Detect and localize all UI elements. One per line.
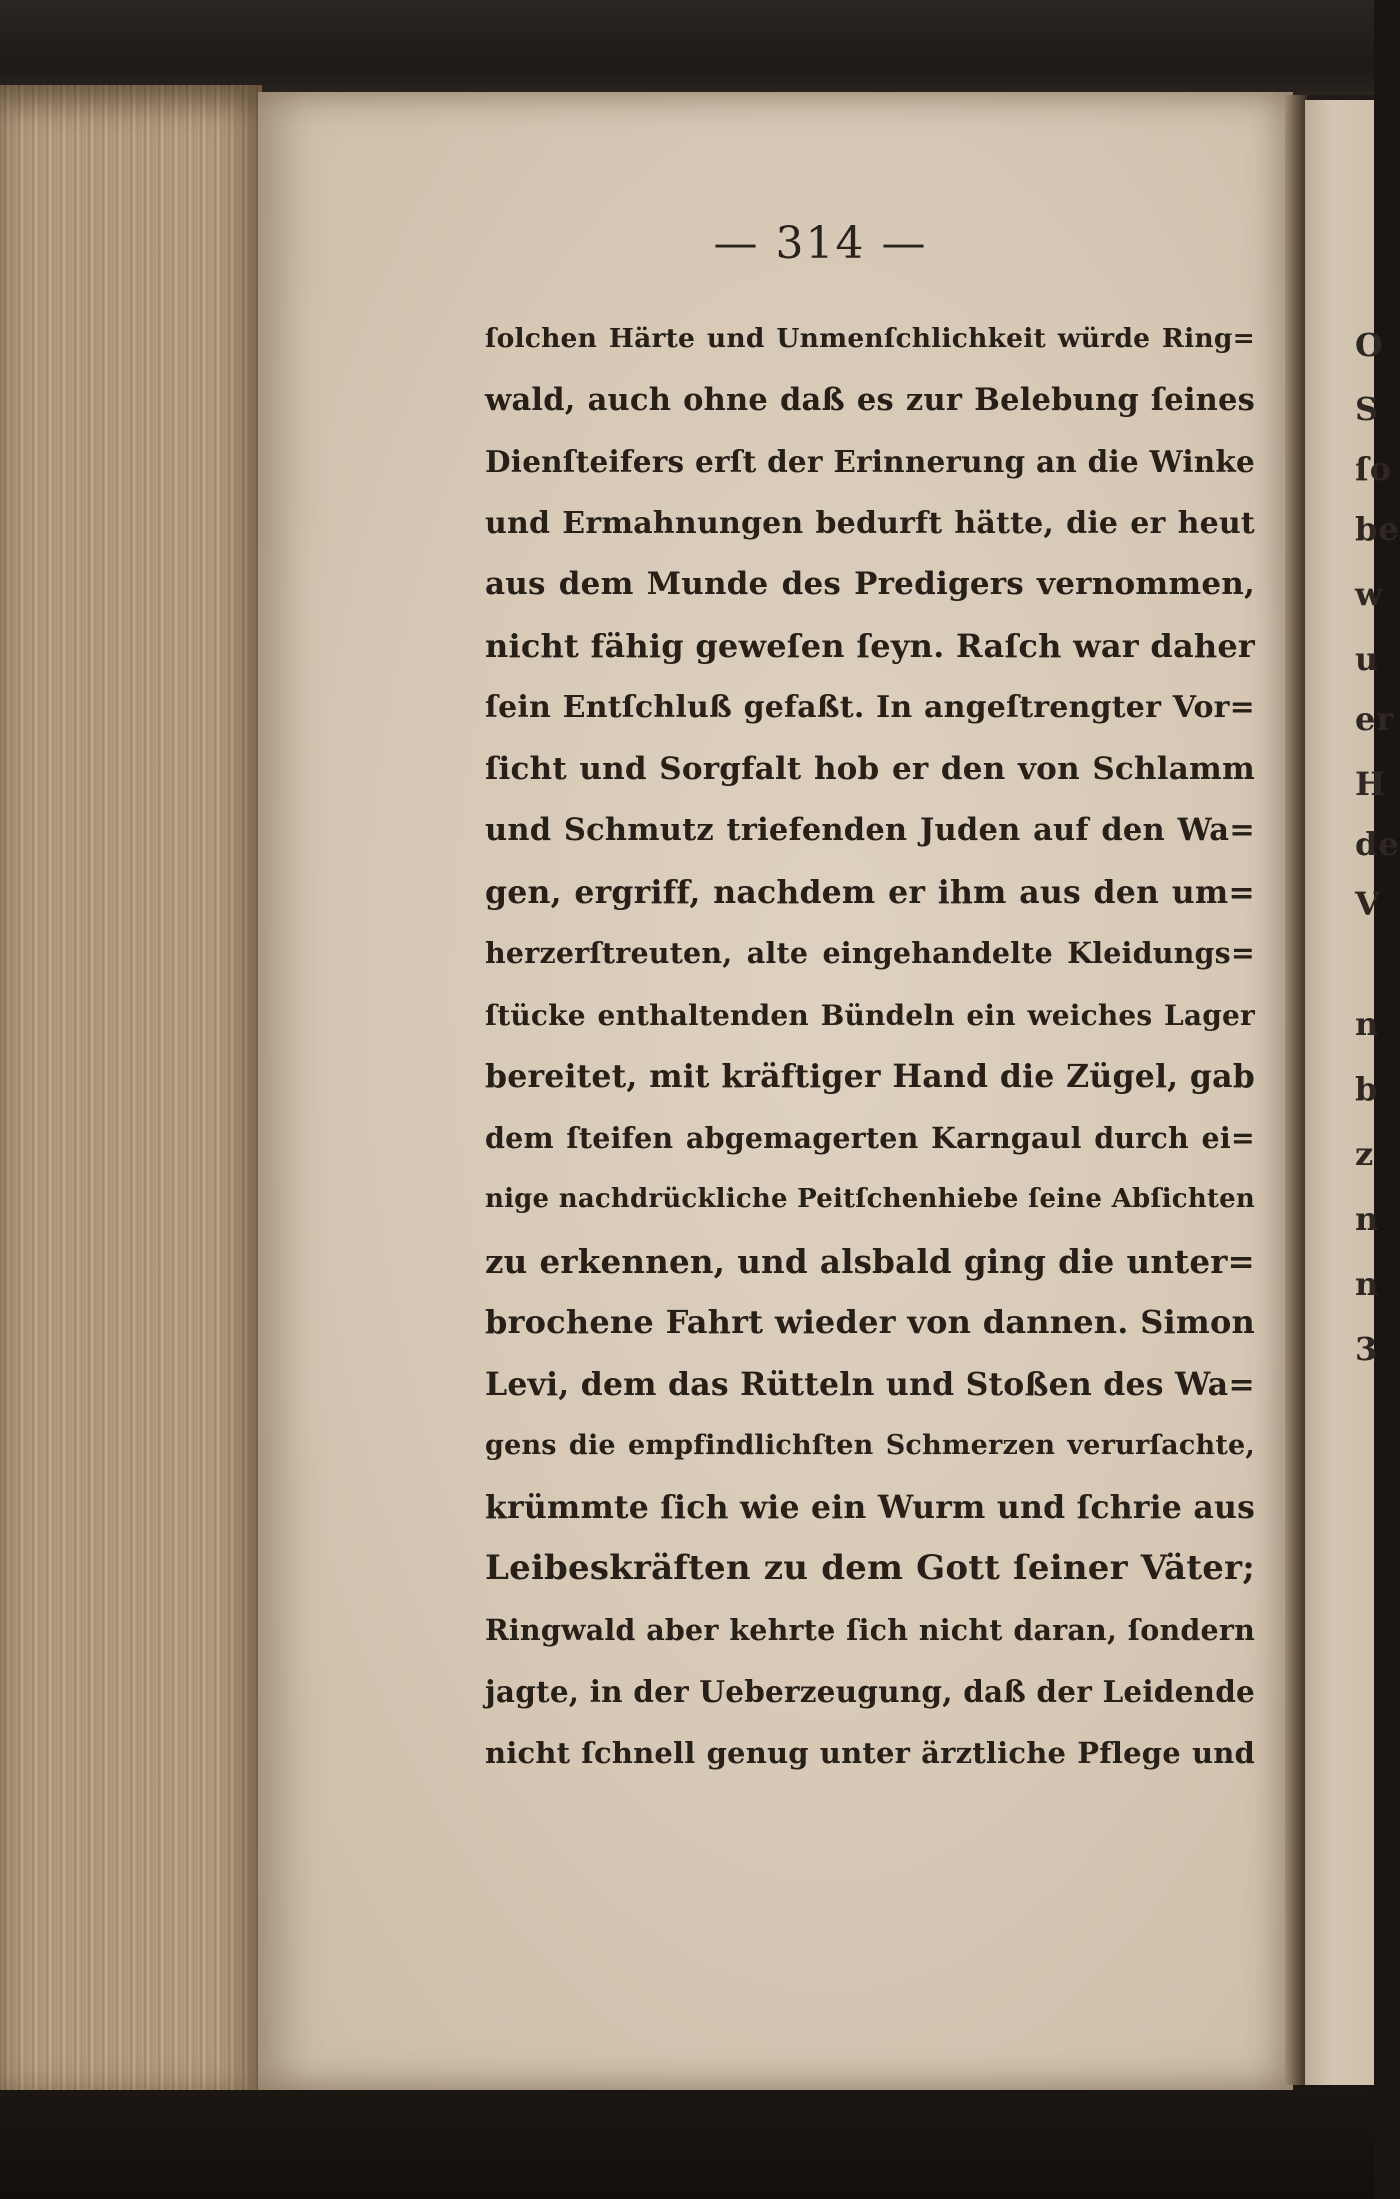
text-line: ſicht und Sorgfalt hob er den von Schlamm <box>485 750 1255 787</box>
text-line: ſtücke enthaltenden Bündeln ein weiches Lager <box>485 998 1255 1032</box>
book-cover-bottom <box>0 2075 1374 2199</box>
text-line: Dienſteifers erſt der Erinnerung an die Winke <box>485 444 1255 479</box>
text-line: dem ſteifen abgemagerten Karngaul durch ei= <box>485 1120 1255 1155</box>
text-line: wald, auch ohne daß es zur Belebung ſeines <box>485 381 1255 418</box>
text-line: gen, ergriff, nachdem er ihm aus den um= <box>485 873 1255 911</box>
next-page-fragment: er <box>1355 700 1395 738</box>
body-text <box>485 308 1255 1784</box>
next-page-fragment: b <box>1355 1070 1379 1108</box>
book-gutter <box>1285 95 1307 2085</box>
book-cover-top <box>0 0 1374 95</box>
next-page-fragment: z <box>1355 1135 1375 1173</box>
next-page-fragment: w <box>1355 575 1384 613</box>
next-page-fragment: n <box>1355 1200 1380 1238</box>
text-line: Ringwald aber kehrte ſich nicht daran, ſondern <box>485 1612 1255 1647</box>
page-edges <box>0 85 262 2090</box>
next-page-fragment: be <box>1355 510 1400 548</box>
next-page-fragment: u <box>1355 640 1380 678</box>
text-line: bereitet, mit kräftiger Hand die Zügel, gab <box>485 1058 1255 1095</box>
text-line: jagte, in der Ueberzeugung, daß der Leidende <box>485 1674 1255 1709</box>
text-line: ſolchen Härte und Unmenſchlichkeit würde Ring= <box>485 323 1255 354</box>
next-page-fragment: H <box>1355 765 1387 803</box>
next-page-fragment: de <box>1355 825 1400 863</box>
text-line: ſein Entſchluß gefaßt. In angeſtrengter Vor= <box>485 690 1255 725</box>
text-line: und Ermahnungen bedurft hätte, die er heut <box>485 505 1255 541</box>
text-line: Leibeskräften zu dem Gott ſeiner Väter; <box>485 1548 1255 1588</box>
text-line: und Schmutz triefenden Juden auf den Wa= <box>485 812 1255 848</box>
text-line: krümmte ſich wie ein Wurm und ſchrie aus <box>485 1488 1255 1526</box>
text-line: Levi, dem das Rütteln und Stoßen des Wa= <box>485 1365 1255 1403</box>
text-line: brochene Fahrt wieder von dannen. Simon <box>485 1303 1255 1341</box>
text-line: nicht ſchnell genug unter ärztliche Pflege und <box>485 1735 1255 1770</box>
next-page-fragment: n <box>1355 1265 1380 1303</box>
next-page-fragment: V <box>1355 885 1381 923</box>
next-page-fragment: 3 <box>1355 1330 1379 1368</box>
text-line: nicht fähig geweſen ſeyn. Raſch war daher <box>485 626 1255 665</box>
text-line: gens die empfindlichſten Schmerzen verurſachte, <box>485 1430 1255 1461</box>
next-page-fragment: n <box>1355 1005 1380 1043</box>
page-number: — 314 — <box>713 218 928 269</box>
next-page-fragment: ſo <box>1355 450 1393 488</box>
text-line: aus dem Munde des Predigers vernommen, <box>485 566 1255 602</box>
text-line: zu erkennen, und alsbald ging die unter= <box>485 1241 1255 1281</box>
text-line: nige nachdrückliche Peitſchenhiebe ſeine Abſichten <box>485 1184 1255 1214</box>
next-page-edge <box>1305 100 1400 2085</box>
next-page-fragment: O <box>1355 326 1384 364</box>
next-page-fragment: S <box>1355 390 1380 428</box>
text-line: herzerſtreuten, alte eingehandelte Kleidungs= <box>485 936 1255 970</box>
